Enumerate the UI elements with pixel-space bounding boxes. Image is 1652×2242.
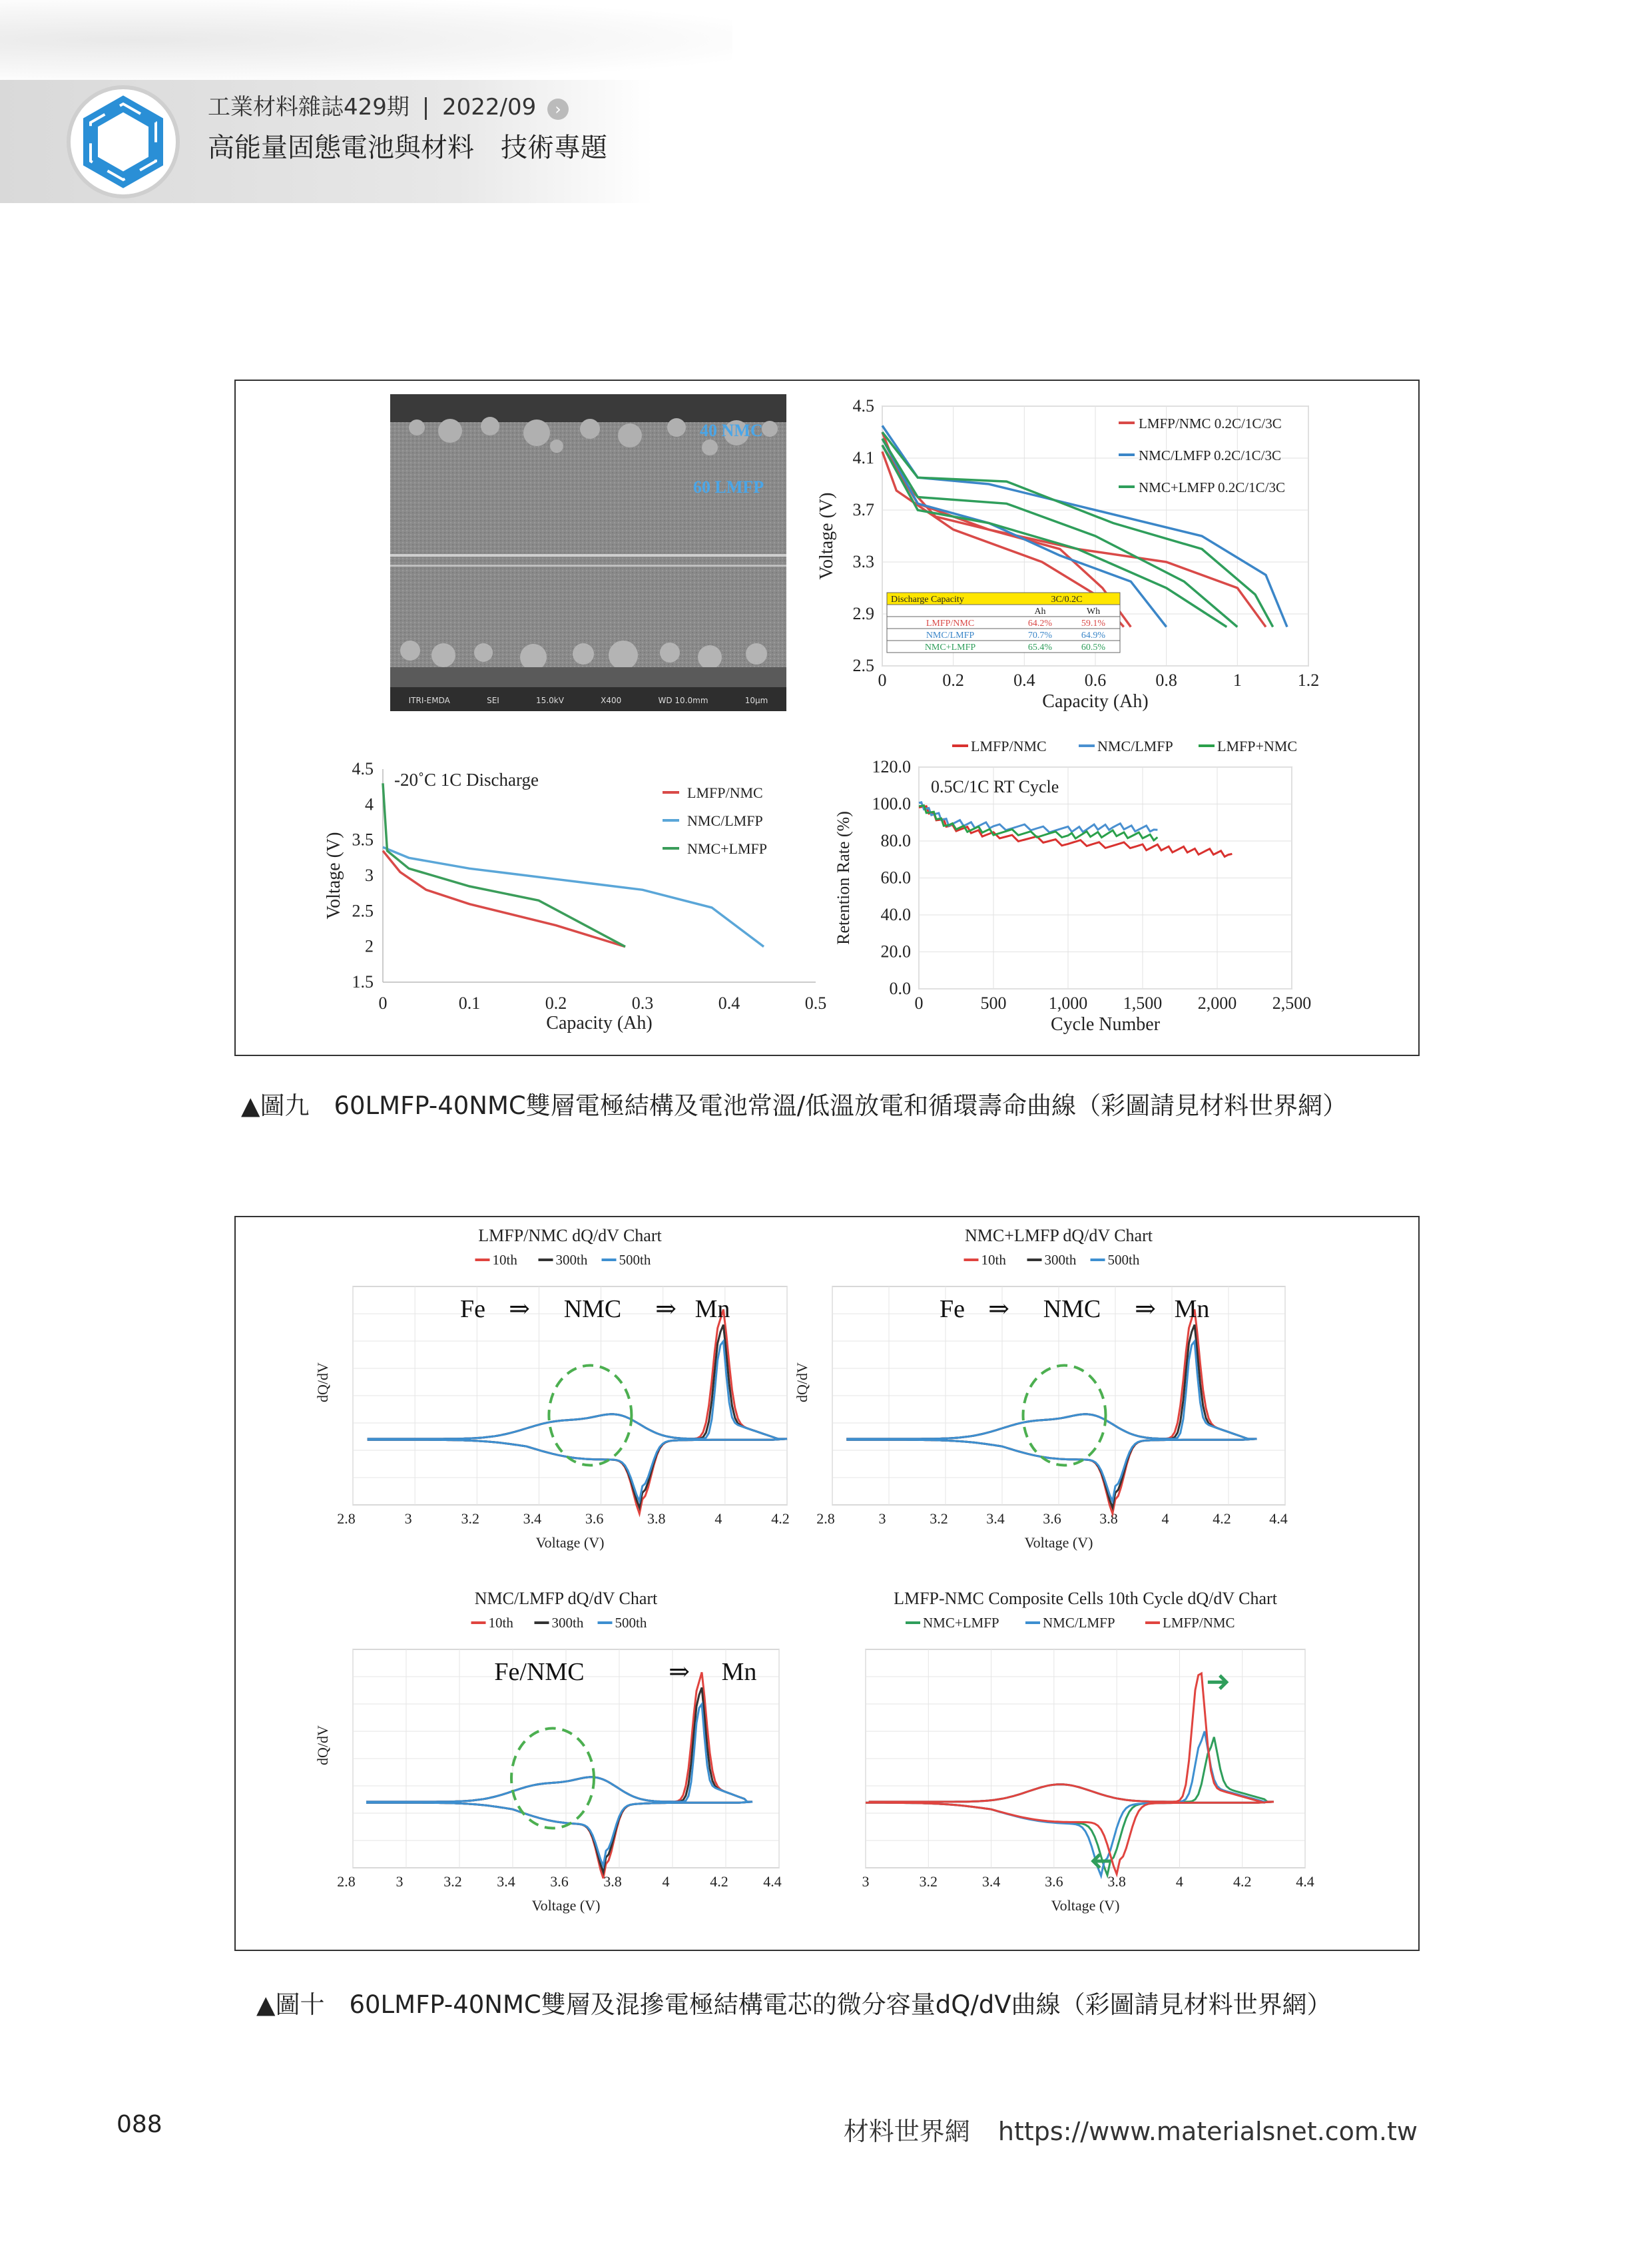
x-tick-label: 0 (878, 671, 887, 690)
annotation-text: Fe/NMC (494, 1658, 585, 1686)
x-tick-label: 3.4 (523, 1510, 542, 1527)
dqdv-chart-nmc-plus-lmfp (792, 1225, 1332, 1571)
chart-title: NMC/LMFP dQ/dV Chart (474, 1589, 658, 1608)
annotation-text: ⇒ (655, 1295, 677, 1323)
x-tick-label: 2.8 (816, 1510, 835, 1527)
series-line (383, 851, 625, 947)
sem-info-item: X400 (601, 696, 622, 705)
x-tick-label: 0.4 (1013, 671, 1035, 690)
x-tick-label: 3.6 (550, 1873, 569, 1890)
shift-arrow-right (1208, 1675, 1227, 1689)
sem-info-item: 15.0kV (536, 696, 564, 705)
x-tick-label: 3.2 (443, 1873, 462, 1890)
x-tick-label: 0.5 (804, 993, 827, 1013)
annotation-text: NMC (563, 1295, 622, 1323)
x-tick-label: 4.4 (1296, 1873, 1314, 1890)
x-tick-label: 4 (1161, 1510, 1169, 1527)
x-tick-label: 1.2 (1297, 671, 1320, 690)
annotation-text: ⇒ (509, 1295, 530, 1323)
page-number: 088 (117, 2111, 162, 2138)
x-axis-label: Voltage (V) (531, 1897, 601, 1914)
annotation-text: ⇒ (1135, 1295, 1156, 1323)
sem-info-item: WD 10.0mm (658, 696, 708, 705)
x-axis-label: Voltage (V) (1024, 1534, 1093, 1551)
x-tick-label: 4.2 (1233, 1873, 1252, 1890)
x-tick-label: 1,500 (1123, 993, 1163, 1013)
annotation-text: NMC (1043, 1295, 1101, 1323)
legend-label: LMFP/NMC 0.2C/1C/3C (1139, 416, 1282, 431)
x-tick-label: 3 (862, 1873, 870, 1890)
sem-label-lmfp: 60 LMFP (693, 477, 764, 497)
y-tick-label: 80.0 (880, 831, 911, 850)
chart-title: 0.5C/1C RT Cycle (931, 777, 1059, 796)
dqdv-chart-lmfp-nmc (313, 1225, 819, 1571)
x-tick-label: 1,000 (1048, 993, 1088, 1013)
sem-info-bar (390, 691, 786, 710)
x-tick-label: 0.2 (942, 671, 964, 690)
chart-title: LMFP-NMC Composite Cells 10th Cycle dQ/dV Chart (894, 1589, 1277, 1608)
legend-label: 10th (488, 1615, 513, 1631)
x-tick-label: 1 (1233, 671, 1242, 690)
legend-label: LMFP/NMC (971, 738, 1047, 754)
x-tick-label: 3.6 (585, 1510, 604, 1527)
legend-label: LMFP/NMC (687, 784, 763, 801)
table-cell: 65.4% (1027, 643, 1053, 653)
table-cell: Ah (1034, 607, 1046, 617)
x-tick-label: 0.2 (545, 993, 567, 1013)
annotation-text: Mn (721, 1658, 757, 1686)
x-axis-label: Voltage (V) (1051, 1897, 1120, 1914)
x-tick-label: 2.8 (337, 1510, 356, 1527)
x-tick-label: 500 (980, 993, 1007, 1013)
x-tick-label: 0.4 (718, 993, 740, 1013)
x-tick-label: 4 (714, 1510, 722, 1527)
x-axis-label: Cycle Number (1050, 1014, 1161, 1035)
y-axis-label: dQ/dV (794, 1362, 810, 1402)
x-tick-label: 4.4 (763, 1873, 782, 1890)
legend-label: LMFP/NMC (1163, 1615, 1235, 1631)
lowtemp-discharge-chart (320, 752, 839, 1045)
y-tick-label: 2 (365, 936, 374, 956)
legend-label: 10th (492, 1252, 517, 1268)
annotation-text: Mn (1174, 1295, 1210, 1323)
journal-issue: 工業材料雜誌429期 | 2022/09 › (208, 89, 569, 121)
series-line (846, 1341, 1256, 1501)
y-tick-label: 3.7 (852, 500, 874, 519)
legend-label: 300th (555, 1252, 588, 1268)
x-tick-label: 3.6 (1045, 1873, 1063, 1890)
footer-url[interactable]: https://www.materialsnet.com.tw (997, 2117, 1418, 2146)
table-cell: 64.9% (1081, 631, 1106, 641)
table-cell: Wh (1086, 607, 1101, 617)
sem-info-item: 10μm (744, 696, 768, 705)
series-line (919, 806, 1232, 857)
dqdv-chart-nmc-lmfp (313, 1588, 852, 1941)
x-tick-label: 3.4 (986, 1510, 1005, 1527)
y-tick-label: 3 (365, 866, 374, 885)
y-tick-label: 3.3 (852, 552, 874, 571)
y-tick-label: 40.0 (880, 905, 911, 924)
x-tick-label: 0.1 (458, 993, 481, 1013)
x-tick-label: 3.8 (647, 1510, 666, 1527)
series-line (368, 1341, 787, 1501)
legend-label: NMC/LMFP (1043, 1615, 1115, 1631)
y-tick-label: 2.5 (352, 901, 374, 921)
table-cell: 70.7% (1027, 631, 1053, 641)
x-tick-label: 4 (1175, 1873, 1183, 1890)
legend-label: NMC/LMFP (687, 812, 763, 829)
x-tick-label: 3 (404, 1510, 412, 1527)
x-tick-label: 3.2 (930, 1510, 948, 1527)
x-axis-label: Voltage (V) (535, 1534, 605, 1551)
series-line (866, 1737, 1274, 1875)
x-tick-label: 0 (914, 993, 924, 1013)
x-tick-label: 0 (378, 993, 388, 1013)
annotation-text: Fe (460, 1295, 485, 1323)
footer-site (844, 2111, 1418, 2147)
y-tick-label: 60.0 (880, 868, 911, 888)
y-tick-label: 0.0 (889, 979, 911, 998)
annotation-text: Mn (694, 1295, 730, 1323)
x-tick-label: 3.2 (461, 1510, 480, 1527)
legend-label: 10th (981, 1252, 1006, 1268)
x-tick-label: 4.2 (771, 1510, 790, 1527)
rate-discharge-chart (812, 390, 1345, 722)
y-tick-label: 4.5 (352, 759, 374, 778)
header-background (0, 0, 732, 80)
x-tick-label: 0.6 (1084, 671, 1107, 690)
table-cell: NMC+LMFP (924, 643, 976, 653)
y-tick-label: 3.5 (352, 830, 374, 850)
table-cell: NMC/LMFP (926, 631, 975, 641)
legend-label: 500th (1107, 1252, 1140, 1268)
annotation-text: ⇒ (669, 1658, 690, 1686)
legend-label: NMC+LMFP (923, 1615, 999, 1631)
legend-label: NMC+LMFP (687, 840, 768, 857)
table-header-cell: 3C/0.2C (1051, 595, 1083, 605)
x-tick-label: 3.4 (497, 1873, 515, 1890)
y-tick-label: 4.5 (852, 396, 874, 416)
y-axis-label: Voltage (V) (816, 492, 837, 580)
table-cell: LMFP/NMC (926, 619, 975, 629)
x-tick-label: 3 (396, 1873, 404, 1890)
legend-label: 300th (1044, 1252, 1077, 1268)
dqdv-chart-composite-10th (826, 1588, 1338, 1941)
legend-label: NMC/LMFP 0.2C/1C/3C (1139, 447, 1281, 463)
series-line (866, 1673, 1274, 1874)
chart-title: NMC+LMFP dQ/dV Chart (965, 1226, 1153, 1245)
annotation-text: Fe (940, 1295, 965, 1323)
x-tick-label: 3.6 (1043, 1510, 1061, 1527)
x-tick-label: 0.8 (1155, 671, 1177, 690)
y-tick-label: 4 (365, 794, 374, 814)
legend-label: NMC+LMFP 0.2C/1C/3C (1139, 479, 1285, 495)
figure9-caption: ▲圖九 60LMFP-40NMC雙層電極結構及電池常溫/低溫放電和循環壽命曲線（彩圖請見材料世界網） (241, 1091, 1348, 1120)
x-tick-label: 2.8 (337, 1873, 356, 1890)
figure10-caption: ▲圖十 60LMFP-40NMC雙層及混摻電極結構電芯的微分容量dQ/dV曲線（彩圖請見材料世界網） (256, 1990, 1332, 2019)
x-tick-label: 4.2 (1213, 1510, 1231, 1527)
sem-info-item: SEI (487, 696, 499, 705)
table-header-cell: Discharge Capacity (891, 595, 964, 605)
y-tick-label: 2.5 (852, 656, 874, 675)
sem-info-item: ITRI-EMDA (408, 696, 450, 705)
series-line (383, 783, 625, 946)
y-axis-label: Retention Rate (%) (834, 811, 853, 945)
y-tick-label: 100.0 (872, 794, 911, 814)
annotation-text: ⇒ (988, 1295, 1009, 1323)
series-line (366, 1672, 752, 1878)
y-tick-label: 1.5 (352, 972, 374, 991)
x-tick-label: 4 (662, 1873, 670, 1890)
table-row (887, 605, 1120, 617)
x-tick-label: 3.4 (981, 1873, 1001, 1890)
y-axis-label: dQ/dV (314, 1725, 331, 1765)
chart-title: LMFP/NMC dQ/dV Chart (478, 1226, 662, 1245)
legend-label: 300th (551, 1615, 584, 1631)
x-tick-label: 3 (878, 1510, 886, 1527)
y-tick-label: 120.0 (872, 757, 911, 776)
cycle-life-chart (826, 732, 1358, 1045)
x-tick-label: 3.8 (1107, 1873, 1126, 1890)
x-tick-label: 3.8 (603, 1873, 622, 1890)
y-axis-label: dQ/dV (314, 1362, 331, 1402)
table-cell: 60.5% (1081, 643, 1106, 653)
y-tick-label: 20.0 (880, 942, 911, 962)
y-tick-label: 4.1 (852, 448, 874, 467)
legend-label: 500th (615, 1615, 647, 1631)
hexagon-logo-icon (71, 89, 176, 194)
x-tick-label: 3.8 (1099, 1510, 1118, 1527)
x-tick-label: 2,000 (1197, 993, 1237, 1013)
x-axis-label: Capacity (Ah) (546, 1013, 653, 1033)
y-axis-label: Voltage (V) (324, 832, 344, 920)
topic-title: 高能量固態電池與材料 技術專題 (208, 133, 607, 163)
sem-label-nmc: 40 NMC (700, 421, 763, 440)
x-axis-label: Capacity (Ah) (1042, 691, 1149, 712)
legend-label: LMFP+NMC (1217, 738, 1298, 754)
x-tick-label: 4.4 (1269, 1510, 1288, 1527)
x-tick-label: 3.2 (919, 1873, 938, 1890)
chevron-right-icon: › (547, 99, 569, 120)
y-tick-label: 2.9 (852, 604, 874, 623)
table-cell: 59.1% (1081, 619, 1106, 629)
legend-label: 500th (619, 1252, 651, 1268)
x-tick-label: 0.3 (631, 993, 654, 1013)
sem-image (390, 394, 786, 711)
chart-title: -20˚C 1C Discharge (394, 770, 539, 790)
table-cell: 64.2% (1027, 619, 1053, 629)
x-tick-label: 4.2 (710, 1873, 728, 1890)
footer-site-name: 材料世界網 (843, 2117, 970, 2146)
legend-label: NMC/LMFP (1097, 738, 1173, 754)
x-tick-label: 2,500 (1272, 993, 1312, 1013)
journal-logo (67, 85, 180, 198)
